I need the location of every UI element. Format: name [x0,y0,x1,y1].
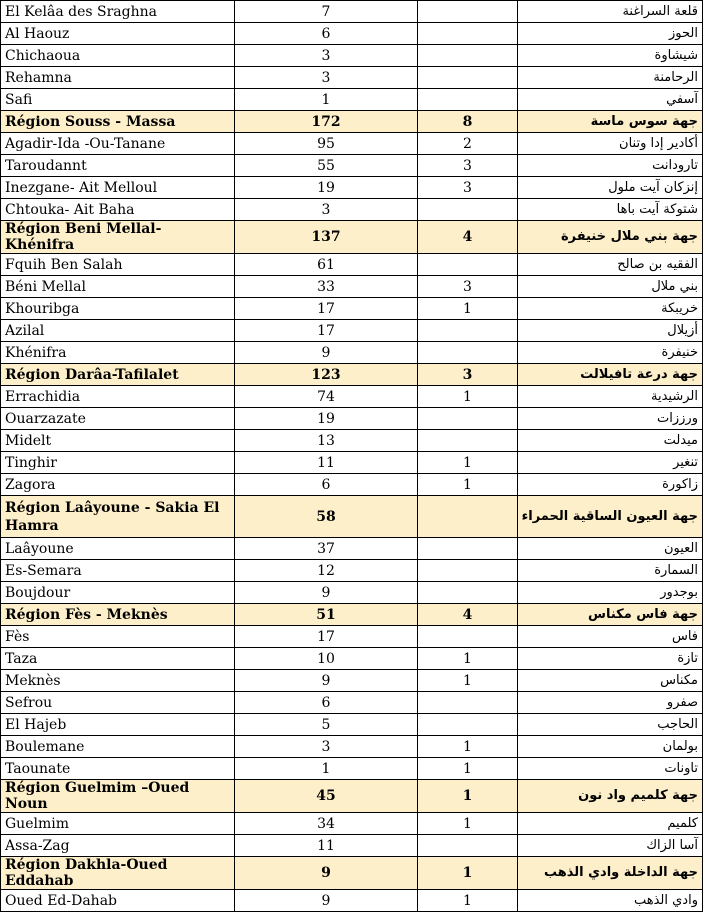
place-name-cell: Chtouka- Ait Baha [1,199,235,221]
count-cell: 3 [235,67,418,89]
count-cell: 17 [235,320,418,342]
table-row [1,648,703,670]
table-row [1,736,703,758]
place-name-cell: Boulemane [1,736,235,758]
arabic-name-cell: كلميم [518,813,703,835]
count-cell: 1 [235,89,418,111]
secondary-count-cell [418,342,518,364]
arabic-name-cell: آسفي [518,89,703,111]
arabic-name-cell: مكناس [518,670,703,692]
secondary-count-cell [418,23,518,45]
place-name-cell: Inezgane- Ait Melloul [1,177,235,199]
arabic-name-cell: جهة العيون الساقية الحمراء [518,496,703,538]
place-name-cell: Région Guelmim –Oued Noun [1,780,235,813]
count-cell: 13 [235,430,418,452]
arabic-name-cell: جهة كلميم واد نون [518,780,703,813]
count-cell: 9 [235,857,418,890]
region-row [1,496,703,538]
arabic-name-cell: الرحامنة [518,67,703,89]
secondary-count-cell: 1 [418,298,518,320]
place-name-cell: Fès [1,626,235,648]
place-name-cell: Région Laâyoune - Sakia El Hamra [1,496,235,538]
arabic-name-cell: تنغير [518,452,703,474]
place-name-cell: Ouarzazate [1,408,235,430]
region-row [1,221,703,254]
place-name-cell: Khouribga [1,298,235,320]
secondary-count-cell: 1 [418,890,518,912]
place-name-cell: Béni Mellal [1,276,235,298]
arabic-name-cell: جهة درعة تافيلالت [518,364,703,386]
secondary-count-cell: 2 [418,133,518,155]
secondary-count-cell [418,45,518,67]
count-cell: 12 [235,560,418,582]
arabic-name-cell: تازة [518,648,703,670]
count-cell: 1 [235,758,418,780]
arabic-name-cell: العيون [518,538,703,560]
place-name-cell: Région Darâa-Tafilalet [1,364,235,386]
table-row [1,320,703,342]
place-name-cell: Guelmim [1,813,235,835]
place-name-cell: Tinghir [1,452,235,474]
secondary-count-cell: 1 [418,648,518,670]
arabic-name-cell: بوجدور [518,582,703,604]
table-row [1,45,703,67]
table-row [1,155,703,177]
secondary-count-cell [418,320,518,342]
table-row [1,430,703,452]
table-row [1,89,703,111]
table-row [1,386,703,408]
count-cell: 6 [235,692,418,714]
table-row [1,67,703,89]
count-cell: 5 [235,714,418,736]
place-name-cell: Al Haouz [1,23,235,45]
table-row [1,177,703,199]
count-cell: 3 [235,199,418,221]
count-cell: 123 [235,364,418,386]
count-cell: 10 [235,648,418,670]
table-row [1,342,703,364]
secondary-count-cell [418,67,518,89]
arabic-name-cell: تارودانت [518,155,703,177]
secondary-count-cell: 1 [418,670,518,692]
arabic-name-cell: ميدلت [518,430,703,452]
secondary-count-cell [418,254,518,276]
secondary-count-cell [418,430,518,452]
arabic-name-cell: صفرو [518,692,703,714]
table-row [1,813,703,835]
secondary-count-cell [418,496,518,538]
place-name-cell: Khénifra [1,342,235,364]
place-name-cell: Boujdour [1,582,235,604]
table-row [1,199,703,221]
arabic-name-cell: جهة الداخلة وادي الذهب [518,857,703,890]
arabic-name-cell: جهة سوس ماسة [518,111,703,133]
count-cell: 11 [235,452,418,474]
count-cell: 19 [235,177,418,199]
secondary-count-cell [418,1,518,23]
secondary-count-cell [418,835,518,857]
table-row [1,408,703,430]
place-name-cell: Région Dakhla-Oued Eddahab [1,857,235,890]
place-name-cell: Taza [1,648,235,670]
place-name-cell: Midelt [1,430,235,452]
arabic-name-cell: شتوكة آيت باها [518,199,703,221]
place-name-cell: Safi [1,89,235,111]
place-name-cell: Assa-Zag [1,835,235,857]
count-cell: 19 [235,408,418,430]
place-name-cell: El Kelâa des Sraghna [1,1,235,23]
secondary-count-cell [418,560,518,582]
count-cell: 9 [235,582,418,604]
secondary-count-cell [418,408,518,430]
arabic-name-cell: وادي الذهب [518,890,703,912]
count-cell: 6 [235,23,418,45]
secondary-count-cell [418,692,518,714]
arabic-name-cell: الرشيدية [518,386,703,408]
secondary-count-cell: 3 [418,155,518,177]
secondary-count-cell: 1 [418,780,518,813]
table-row [1,670,703,692]
count-cell: 17 [235,626,418,648]
place-name-cell: Sefrou [1,692,235,714]
arabic-name-cell: بني ملال [518,276,703,298]
count-cell: 34 [235,813,418,835]
secondary-count-cell [418,714,518,736]
secondary-count-cell: 1 [418,813,518,835]
table-row [1,276,703,298]
table-row [1,474,703,496]
place-name-cell: Es-Semara [1,560,235,582]
secondary-count-cell: 1 [418,857,518,890]
place-name-cell: Laâyoune [1,538,235,560]
secondary-count-cell: 1 [418,474,518,496]
table-row [1,538,703,560]
arabic-name-cell: جهة بني ملال خنيفرة [518,221,703,254]
region-row [1,604,703,626]
table-row [1,835,703,857]
count-cell: 95 [235,133,418,155]
secondary-count-cell [418,538,518,560]
count-cell: 61 [235,254,418,276]
place-name-cell: Agadir-Ida -Ou-Tanane [1,133,235,155]
place-name-cell: Région Beni Mellal- Khénifra [1,221,235,254]
place-name-cell: Chichaoua [1,45,235,67]
arabic-name-cell: قلعة السراغنة [518,1,703,23]
secondary-count-cell: 3 [418,276,518,298]
table-row [1,23,703,45]
count-cell: 58 [235,496,418,538]
count-cell: 51 [235,604,418,626]
secondary-count-cell: 1 [418,758,518,780]
count-cell: 9 [235,670,418,692]
table-row [1,1,703,23]
table-row [1,560,703,582]
secondary-count-cell: 1 [418,386,518,408]
arabic-name-cell: أزيلال [518,320,703,342]
secondary-count-cell: 3 [418,177,518,199]
arabic-name-cell: السمارة [518,560,703,582]
region-row [1,111,703,133]
secondary-count-cell [418,626,518,648]
count-cell: 55 [235,155,418,177]
arabic-name-cell: الحوز [518,23,703,45]
arabic-name-cell: أكادير إدا وتنان [518,133,703,155]
table-row [1,582,703,604]
count-cell: 137 [235,221,418,254]
place-name-cell: Taroudannt [1,155,235,177]
count-cell: 3 [235,45,418,67]
arabic-name-cell: الحاجب [518,714,703,736]
secondary-count-cell [418,199,518,221]
table-row [1,133,703,155]
place-name-cell: Région Souss - Massa [1,111,235,133]
arabic-name-cell: زاكورة [518,474,703,496]
count-cell: 74 [235,386,418,408]
place-name-cell: Rehamna [1,67,235,89]
table-row [1,626,703,648]
count-cell: 17 [235,298,418,320]
place-name-cell: Azilal [1,320,235,342]
count-cell: 3 [235,736,418,758]
place-name-cell: Fquih Ben Salah [1,254,235,276]
place-name-cell: Meknès [1,670,235,692]
table-row [1,758,703,780]
table-row [1,692,703,714]
arabic-name-cell: فاس [518,626,703,648]
table-row [1,452,703,474]
count-cell: 9 [235,890,418,912]
place-name-cell: Oued Ed-Dahab [1,890,235,912]
count-cell: 37 [235,538,418,560]
secondary-count-cell [418,582,518,604]
table-row [1,714,703,736]
arabic-name-cell: إنزكان آيت ملول [518,177,703,199]
table-row [1,298,703,320]
region-row [1,364,703,386]
count-cell: 33 [235,276,418,298]
table-row [1,254,703,276]
secondary-count-cell: 3 [418,364,518,386]
secondary-count-cell: 4 [418,221,518,254]
secondary-count-cell: 1 [418,452,518,474]
arabic-name-cell: شيشاوة [518,45,703,67]
arabic-name-cell: خريبكة [518,298,703,320]
region-row [1,857,703,890]
arabic-name-cell: بولمان [518,736,703,758]
table-row [1,890,703,912]
count-cell: 7 [235,1,418,23]
arabic-name-cell: جهة فاس مكناس [518,604,703,626]
arabic-name-cell: ورززات [518,408,703,430]
count-cell: 6 [235,474,418,496]
arabic-name-cell: تاونات [518,758,703,780]
arabic-name-cell: الفقيه بن صالح [518,254,703,276]
secondary-count-cell: 4 [418,604,518,626]
arabic-name-cell: خنيفرة [518,342,703,364]
place-name-cell: Région Fès - Meknès [1,604,235,626]
count-cell: 172 [235,111,418,133]
secondary-count-cell [418,89,518,111]
place-name-cell: Zagora [1,474,235,496]
table-body [1,1,703,912]
place-name-cell: Errachidia [1,386,235,408]
count-cell: 11 [235,835,418,857]
region-row [1,780,703,813]
arabic-name-cell: آسا الزاك [518,835,703,857]
place-name-cell: Taounate [1,758,235,780]
secondary-count-cell: 8 [418,111,518,133]
secondary-count-cell: 1 [418,736,518,758]
count-cell: 9 [235,342,418,364]
count-cell: 45 [235,780,418,813]
place-name-cell: El Hajeb [1,714,235,736]
